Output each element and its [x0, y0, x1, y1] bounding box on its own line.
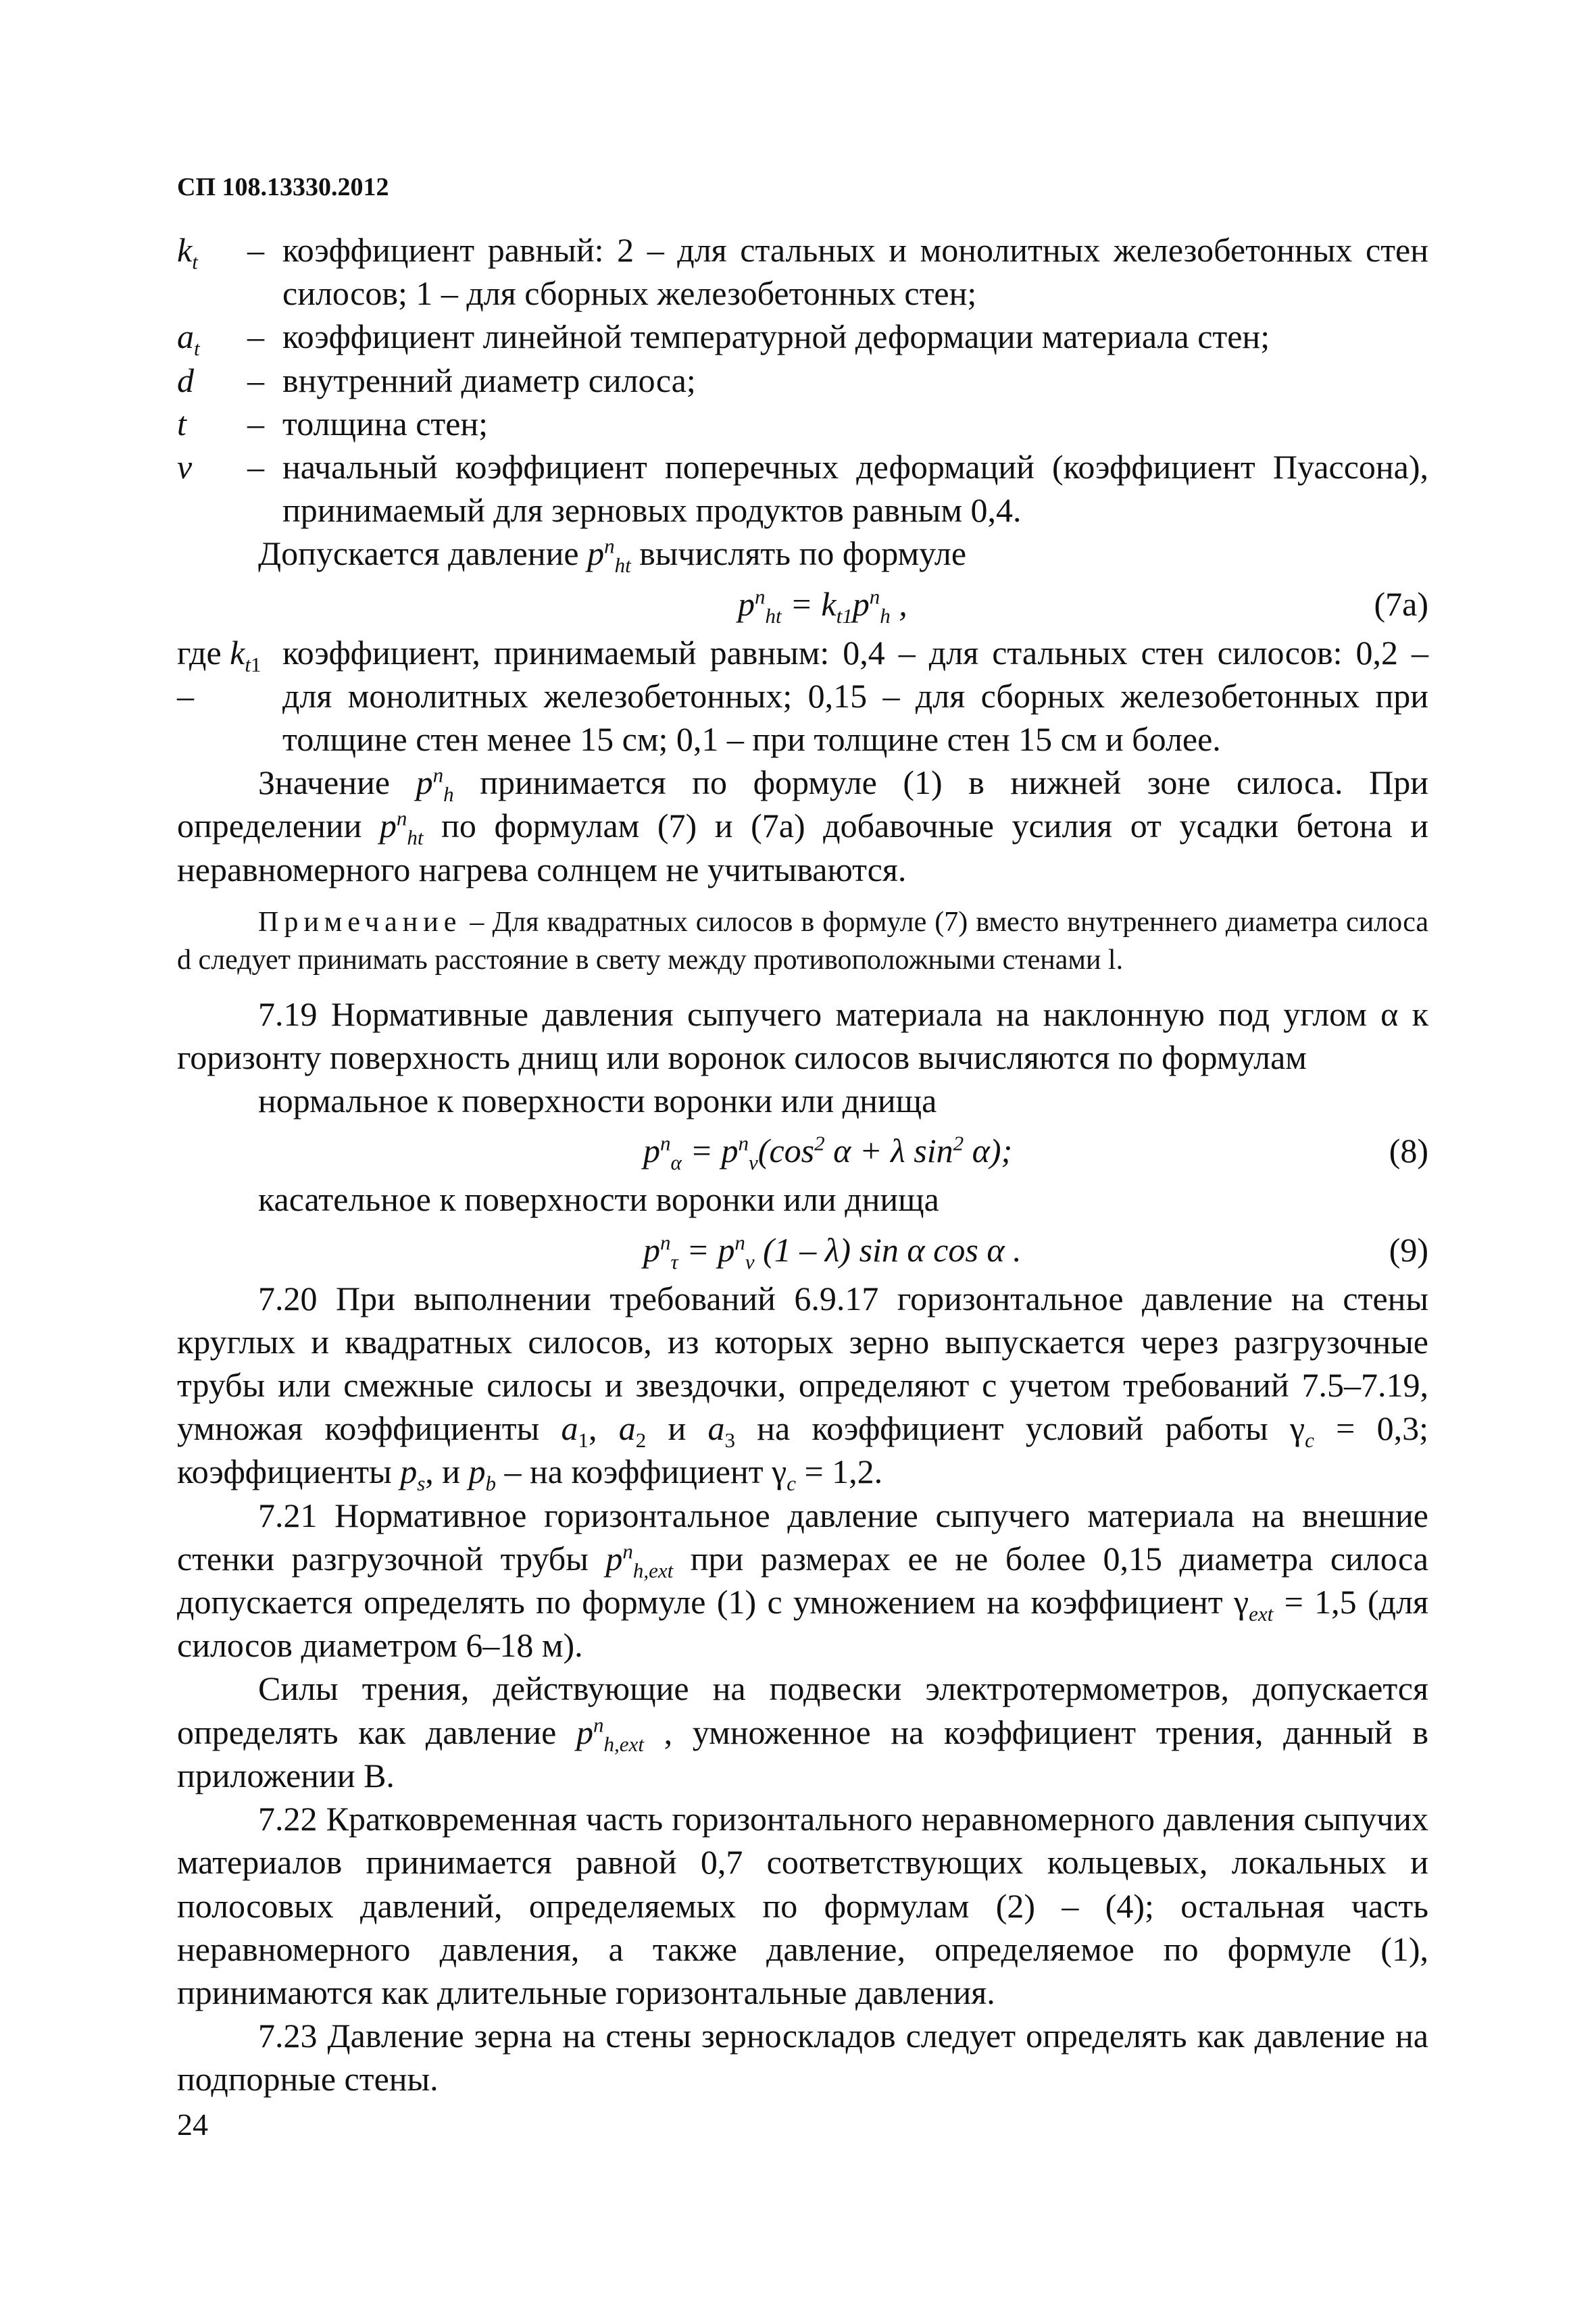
- paragraph-value: Значение $p^n_h$ принимается по формуле (1) в нижней зоне силоса. При определении $p^n_{ht}$ по формулам (7) и (7а) добавочные усилия от усадки бетона и неравномерного нагрева солнцем не учитываются.: [177, 763, 1429, 888]
- definition-list: [177, 228, 1428, 532]
- definition-text: коэффициент, принимаемый равным: 0,4 – для стальных стен силосов: 0,2 – для монолитных железобетонных; 0,15 – для сборных железобетонных при толщине стен менее 15 см; 0,1 – при толщине стен 15 см и более.: [282, 633, 1428, 759]
- paragraph-7-23: 7.23 Давление зерна на стены зерноскладов следует определять как давление на подпорные стены.: [177, 2017, 1428, 2098]
- symbol: ν: [177, 448, 193, 486]
- paragraph-allow: Допускается давление $p^n_{ht}$ вычислять по формуле: [258, 534, 967, 578]
- formula-number: (7а): [1374, 584, 1428, 623]
- note: [177, 903, 1428, 979]
- symbol: t: [177, 404, 186, 443]
- paragraph-normal: нормальное к поверхности воронки или днища: [258, 1082, 937, 1120]
- formula-number: (9): [1389, 1230, 1428, 1269]
- formula-number: (8): [1389, 1132, 1428, 1170]
- formula-9: [177, 1222, 1428, 1277]
- definition-text: толщина стен;: [282, 404, 489, 443]
- formula-7a: [177, 576, 1428, 631]
- paragraph-7-22: 7.22 Кратковременная часть горизонтального неравномерного давления сыпучих материалов принимается равной 0,7 соответствующих кольцевых, локальных и полосовых давлений, определяемых по формулам (2) – (4); остальная часть неравномерного давления, а также давление, определяемое по формуле (1), принимаются как длительные горизонтальные давления.: [177, 1800, 1428, 2011]
- paragraph-7-20: 7.20 При выполнении требований 6.9.17 горизонтальное давление на стены круглых и квадратных силосов, из которых зерно выпускается через разгрузочные трубы или смежные силосы и звездочки, определяют с учетом требований 7.5–7.19, умножая коэффициенты $a_1$, $a_2$ и $a_3$ на коэффициент условий работы $\gamma_c = 0,3$; коэффициенты $p_s$, и $p_b$ – на коэффициент $\gamma_c = 1,2$.: [177, 1279, 1428, 1496]
- where-definition: [177, 631, 1428, 761]
- formula-expression: $p^n_\alpha = p^n_v(\cos^2$ α + λ $\sin^2 \alpha$);: [643, 1131, 1013, 1175]
- note-text: – Для квадратных силосов в формуле (7) вместо внутреннего диаметра силоса d следует принимать расстояние в свету между противоположными стенами l.: [177, 906, 1429, 976]
- note-label: Примечание: [258, 906, 462, 938]
- paragraph-7-21: 7.21 Нормативное горизонтальное давление сыпучего материала на внешние стенки разгрузочной трубы $p^n_{h,ext}$ при размерах ее не более 0,15 диаметра силоса допускается определять по формуле (1) с умножением на коэффициент $\gamma_{ext} = 1,5$ (для силосов диаметром 6–18 м).: [177, 1496, 1428, 1665]
- definition-item: d – внутренний диаметр силоса;: [177, 359, 1428, 402]
- definition-text: внутренний диаметр силоса;: [282, 361, 696, 399]
- where-label: где $k_{t1}$ –: [177, 633, 261, 715]
- body-text: [177, 228, 1428, 2101]
- definition-item: ν – начальный коэффициент поперечных деформаций (коэффициент Пуассона), принимаемый для зерновых продуктов равным 0,4.: [177, 445, 1428, 532]
- formula-expression: $p^n_{ht} = k_{t1}p^n_h$ ,: [738, 584, 907, 628]
- definition-text: начальный коэффициент поперечных деформаций (коэффициент Пуассона), принимаемый для зерновых продуктов равным 0,4.: [282, 448, 1428, 530]
- definition-item: $k_t$ – коэффициент равный: 2 – для стальных и монолитных железобетонных стен силосов; 1 – для сборных железобетонных стен;: [177, 228, 1428, 315]
- symbol: d: [177, 361, 194, 399]
- symbol: $a_t$: [177, 318, 200, 361]
- definition-item: t – толщина стен;: [177, 402, 1428, 445]
- paragraph-7-19: 7.19 Нормативные давления сыпучего материала на наклонную под углом α к горизонту поверхность днищ или воронок силосов вычисляются по формулам: [177, 995, 1428, 1077]
- definition-text: коэффициент равный: 2 – для стальных и монолитных железобетонных стен силосов; 1 – для сборных железобетонных стен;: [282, 231, 1428, 313]
- paragraph-tangent: касательное к поверхности воронки или днища: [258, 1180, 939, 1219]
- formula-expression: $p^n_\tau = p^n_v$ (1 – λ) sin α cos α .: [643, 1230, 1022, 1274]
- symbol: $k_t$: [177, 231, 198, 274]
- definition-item: $a_t$ – коэффициент линейной температурной деформации материала стен;: [177, 315, 1428, 358]
- document-header: СП 108.13330.2012: [177, 173, 389, 201]
- page-number: 24: [177, 2107, 208, 2142]
- formula-8: [177, 1122, 1428, 1178]
- definition-text: коэффициент линейной температурной деформации материала стен;: [282, 318, 1270, 356]
- paragraph-friction: Силы трения, действующие на подвески электротермометров, допускается определять как давление $p^n_{h,ext}$ , умноженное на коэффициент трения, данный в приложении В.: [177, 1669, 1428, 1794]
